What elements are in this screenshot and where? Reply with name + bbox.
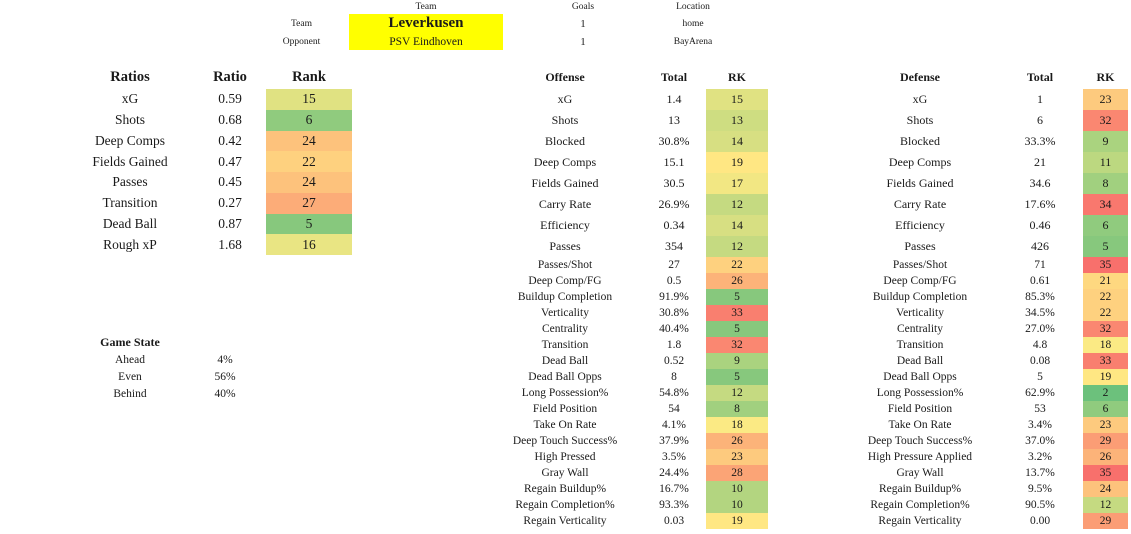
stat-value: 30.5 — [663, 176, 685, 190]
stat-label: Regain Buildup% — [523, 483, 607, 495]
stat-value: 0.52 — [663, 355, 685, 367]
rank-cell: 12 — [706, 194, 768, 215]
rank-cell: 17 — [706, 173, 768, 194]
stat-value: 62.9% — [1025, 387, 1055, 399]
match-header-columns — [254, 0, 744, 14]
game-state-header — [60, 334, 250, 351]
stat-row — [485, 417, 768, 433]
stat-label: Verticality — [896, 307, 944, 319]
stat-label: Long Possession% — [521, 387, 609, 399]
rank-cell: 10 — [706, 481, 768, 497]
team-column-header: Team — [415, 2, 437, 12]
ratios-table — [60, 66, 352, 255]
stat-label: Field Position — [532, 403, 598, 415]
stat-value: 0.42 — [218, 132, 242, 148]
stat-value: 71 — [1034, 259, 1046, 271]
stat-value: 34.6 — [1029, 176, 1051, 190]
goals-column-header: Goals — [571, 2, 595, 12]
match-venue-type: home — [682, 18, 704, 29]
stat-label: Deep Comp/FG — [883, 275, 957, 287]
stat-row — [840, 481, 1128, 497]
game-state-row — [60, 385, 250, 402]
stat-value: 30.8% — [658, 134, 690, 148]
game-state-label: Ahead — [114, 353, 145, 366]
stat-label: Deep Touch Success% — [867, 435, 973, 447]
stat-label: Regain Buildup% — [878, 483, 962, 495]
stat-label: Verticality — [541, 307, 589, 319]
stat-value: 33.3% — [1024, 134, 1056, 148]
rank-cell: 33 — [706, 305, 768, 321]
rank-cell: 24 — [1083, 481, 1128, 497]
game-state-value: 4% — [217, 353, 233, 366]
offense-title: Offense — [545, 70, 585, 84]
rank-cell: 6 — [1083, 215, 1128, 236]
stat-label: Shots — [114, 112, 145, 128]
team-row-label: Team — [291, 18, 312, 29]
stat-row — [840, 215, 1128, 236]
stat-label: Rough xP — [103, 236, 157, 252]
stat-label: Regain Completion% — [870, 499, 970, 511]
stat-row — [485, 194, 768, 215]
stat-label: Dead Ball Opps — [883, 371, 957, 383]
rank-cell: 24 — [266, 131, 352, 152]
stat-row — [840, 433, 1128, 449]
rank-cell: 6 — [266, 110, 352, 131]
stat-row — [485, 89, 768, 110]
stat-value: 0.47 — [218, 153, 242, 169]
stat-label: Deep Comps — [533, 155, 597, 169]
stat-value: 17.6% — [1024, 197, 1056, 211]
rank-cell: 26 — [706, 433, 768, 449]
stat-row — [485, 497, 768, 513]
rank-cell: 18 — [706, 417, 768, 433]
stat-label: Buildup Completion — [872, 291, 968, 303]
stat-row — [485, 465, 768, 481]
game-state-label: Behind — [113, 387, 147, 400]
stat-label: Transition — [102, 195, 158, 211]
rank-cell: 23 — [1083, 89, 1128, 110]
rank-cell: 24 — [266, 172, 352, 193]
stat-row — [485, 110, 768, 131]
stat-row — [485, 337, 768, 353]
rank-cell: 5 — [706, 321, 768, 337]
stat-value: 90.5% — [1025, 499, 1055, 511]
stat-label: Centrality — [897, 323, 943, 335]
ratios-rows — [60, 89, 352, 255]
stat-label: Deep Comp/FG — [528, 275, 602, 287]
rank-cell: 35 — [1083, 257, 1128, 273]
stat-value: 0.03 — [663, 515, 685, 527]
stat-value: 6 — [1037, 113, 1043, 127]
stat-row — [60, 193, 352, 214]
rank-cell: 11 — [1083, 152, 1128, 173]
rank-cell: 2 — [1083, 385, 1128, 401]
stat-row — [840, 289, 1128, 305]
ratio-column-header: Ratio — [213, 69, 247, 85]
rank-cell: 18 — [1083, 337, 1128, 353]
stat-row — [840, 353, 1128, 369]
stat-label: Dead Ball — [896, 355, 944, 367]
stat-label: Dead Ball — [541, 355, 589, 367]
stat-value: 8 — [671, 371, 677, 383]
stat-label: High Pressed — [534, 451, 596, 463]
stat-row — [840, 385, 1128, 401]
stat-label: Efficiency — [895, 218, 945, 232]
stat-row — [840, 257, 1128, 273]
rank-column-header: Rank — [292, 69, 326, 85]
stat-label: Shots — [906, 113, 934, 127]
rk-column-header: RK — [728, 70, 746, 84]
stat-value: 426 — [1031, 239, 1049, 253]
rank-cell: 19 — [1083, 369, 1128, 385]
stat-label: Deep Comps — [94, 132, 166, 148]
rank-cell: 33 — [1083, 353, 1128, 369]
game-state-value: 56% — [214, 370, 236, 383]
stat-value: 54.8% — [659, 387, 689, 399]
stat-row — [840, 401, 1128, 417]
rank-cell: 12 — [706, 385, 768, 401]
rank-cell: 14 — [706, 215, 768, 236]
stat-row — [485, 257, 768, 273]
stat-label: Blocked — [900, 134, 940, 148]
stat-value: 0.27 — [218, 195, 242, 211]
stat-value: 37.9% — [659, 435, 689, 447]
team-name: Leverkusen — [349, 14, 503, 33]
stat-row — [485, 305, 768, 321]
stat-row — [60, 214, 352, 235]
stat-row — [485, 152, 768, 173]
stat-value: 34.5% — [1025, 307, 1055, 319]
stat-row — [60, 151, 352, 172]
stat-row — [60, 234, 352, 255]
rank-cell: 26 — [1083, 449, 1128, 465]
game-state-value: 40% — [214, 387, 236, 400]
rank-cell: 13 — [706, 110, 768, 131]
stat-value: 5 — [1037, 371, 1043, 383]
stat-value: 3.2% — [1028, 451, 1052, 463]
stat-value: 0.59 — [218, 91, 242, 107]
stat-value: 1.8 — [666, 339, 682, 351]
rank-cell: 15 — [706, 89, 768, 110]
stat-value: 54 — [668, 403, 680, 415]
stat-row — [485, 481, 768, 497]
stat-value: 13 — [668, 113, 680, 127]
stat-row — [485, 401, 768, 417]
stat-label: Take On Rate — [888, 419, 952, 431]
stat-value: 0.08 — [1029, 355, 1051, 367]
rank-cell: 9 — [706, 353, 768, 369]
opponent-row-label: Opponent — [282, 36, 321, 47]
stat-label: Passes — [904, 239, 936, 253]
rank-cell: 29 — [1083, 513, 1128, 529]
stat-label: Regain Verticality — [523, 515, 607, 527]
defense-title: Defense — [900, 70, 940, 84]
stat-value: 30.8% — [659, 307, 689, 319]
stat-row — [840, 513, 1128, 529]
stat-value: 9.5% — [1028, 483, 1052, 495]
stat-label: High Pressure Applied — [867, 451, 973, 463]
stat-value: 0.34 — [663, 218, 685, 232]
total-column-header: Total — [1026, 70, 1054, 84]
rank-cell: 27 — [266, 193, 352, 214]
game-state-rows — [60, 351, 250, 402]
stat-label: Take On Rate — [533, 419, 597, 431]
rank-cell: 19 — [706, 152, 768, 173]
total-column-header: Total — [660, 70, 688, 84]
stat-label: Deep Comps — [888, 155, 952, 169]
stat-row — [840, 131, 1128, 152]
opponent-name: PSV Eindhoven — [349, 33, 503, 50]
stat-value: 27.0% — [1025, 323, 1055, 335]
match-venue-name: BayArena — [673, 36, 713, 47]
stat-label: Centrality — [542, 323, 588, 335]
stat-label: Gray Wall — [896, 467, 944, 479]
defense-rows — [840, 89, 1128, 529]
rank-cell: 22 — [1083, 289, 1128, 305]
rank-cell: 32 — [1083, 110, 1128, 131]
stat-label: Shots — [551, 113, 579, 127]
stat-row — [485, 353, 768, 369]
rank-cell: 14 — [706, 131, 768, 152]
stat-row — [485, 289, 768, 305]
stat-value: 24.4% — [659, 467, 689, 479]
defense-table-header — [840, 66, 1128, 89]
rank-cell: 6 — [1083, 401, 1128, 417]
stat-label: Fields Gained — [531, 176, 599, 190]
rank-cell: 21 — [1083, 273, 1128, 289]
rank-cell: 23 — [706, 449, 768, 465]
rank-cell: 23 — [1083, 417, 1128, 433]
stat-value: 0.87 — [218, 215, 242, 231]
rank-cell: 16 — [266, 234, 352, 255]
stat-value: 21 — [1034, 155, 1046, 169]
rank-cell: 10 — [706, 497, 768, 513]
game-state-panel — [60, 334, 250, 402]
stat-row — [840, 152, 1128, 173]
stat-row — [840, 89, 1128, 110]
rank-cell: 19 — [706, 513, 768, 529]
rank-cell: 8 — [1083, 173, 1128, 194]
game-state-row — [60, 351, 250, 368]
ratios-title: Ratios — [110, 69, 150, 85]
offense-table — [485, 66, 768, 529]
stat-row — [840, 465, 1128, 481]
rank-cell: 22 — [1083, 305, 1128, 321]
rank-cell: 29 — [1083, 433, 1128, 449]
stat-row — [60, 110, 352, 131]
stat-value: 15.1 — [663, 155, 685, 169]
stat-value: 1.4 — [666, 92, 682, 106]
rank-cell: 32 — [706, 337, 768, 353]
stat-label: Fields Gained — [886, 176, 954, 190]
stat-row — [485, 449, 768, 465]
offense-table-header — [485, 66, 768, 89]
stat-value: 0.68 — [218, 112, 242, 128]
stat-value: 1.68 — [218, 236, 242, 252]
stat-row — [840, 417, 1128, 433]
stat-row — [485, 131, 768, 152]
stat-row — [840, 497, 1128, 513]
stat-row — [840, 449, 1128, 465]
stat-label: Field Position — [887, 403, 953, 415]
defense-table — [840, 66, 1128, 529]
stat-value: 0.5 — [666, 275, 682, 287]
stat-value: 91.9% — [659, 291, 689, 303]
stat-label: Efficiency — [540, 218, 590, 232]
stat-value: 37.0% — [1025, 435, 1055, 447]
game-state-title: Game State — [100, 335, 160, 349]
stat-row — [840, 321, 1128, 337]
stat-label: Passes — [549, 239, 581, 253]
stat-value: 40.4% — [659, 323, 689, 335]
offense-rows — [485, 89, 768, 529]
stat-value: 27 — [668, 259, 680, 271]
rank-cell: 5 — [266, 214, 352, 235]
stat-row — [485, 385, 768, 401]
stat-value: 3.4% — [1028, 419, 1052, 431]
team-goals: 1 — [580, 17, 586, 30]
stat-value: 26.9% — [658, 197, 690, 211]
stat-row — [60, 131, 352, 152]
rank-cell: 22 — [266, 151, 352, 172]
rank-cell: 28 — [706, 465, 768, 481]
rank-cell: 34 — [1083, 194, 1128, 215]
stat-label: Blocked — [545, 134, 585, 148]
game-state-row — [60, 368, 250, 385]
stat-value: 4.8 — [1032, 339, 1048, 351]
stat-label: Gray Wall — [541, 467, 589, 479]
match-header — [254, 0, 744, 50]
rank-cell: 22 — [706, 257, 768, 273]
rank-cell: 5 — [706, 289, 768, 305]
rank-cell: 32 — [1083, 321, 1128, 337]
rank-cell: 26 — [706, 273, 768, 289]
stat-row — [840, 337, 1128, 353]
game-state-label: Even — [118, 370, 142, 383]
stat-value: 3.5% — [662, 451, 686, 463]
rk-column-header: RK — [1096, 70, 1115, 84]
stat-label: xG — [912, 92, 928, 106]
stat-label: Transition — [896, 339, 944, 351]
stat-label: Deep Touch Success% — [512, 435, 618, 447]
rank-cell: 15 — [266, 89, 352, 110]
stat-row — [60, 172, 352, 193]
stat-value: 53 — [1034, 403, 1046, 415]
stat-value: 13.7% — [1025, 467, 1055, 479]
stat-label: Carry Rate — [893, 197, 947, 211]
stat-label: Passes/Shot — [537, 259, 593, 271]
stat-row — [840, 110, 1128, 131]
stat-row — [485, 513, 768, 529]
stat-label: Dead Ball — [102, 215, 158, 231]
stat-row — [485, 173, 768, 194]
stat-label: Buildup Completion — [517, 291, 613, 303]
stat-row — [840, 369, 1128, 385]
ratios-table-header — [60, 66, 352, 89]
rank-cell: 8 — [706, 401, 768, 417]
stat-row — [60, 89, 352, 110]
stat-label: Passes/Shot — [892, 259, 948, 271]
rank-cell: 5 — [706, 369, 768, 385]
stat-label: Fields Gained — [92, 153, 168, 169]
stat-label: Regain Verticality — [878, 515, 962, 527]
stat-value: 0.00 — [1029, 515, 1051, 527]
stat-value: 0.45 — [218, 174, 242, 190]
stat-value: 0.46 — [1029, 218, 1051, 232]
stat-value: 0.61 — [1029, 275, 1051, 287]
opponent-goals: 1 — [580, 35, 586, 48]
stat-row — [840, 194, 1128, 215]
stat-label: Passes — [112, 174, 148, 190]
stat-row — [840, 305, 1128, 321]
stat-value: 85.3% — [1025, 291, 1055, 303]
stat-label: Long Possession% — [876, 387, 964, 399]
stat-label: Carry Rate — [538, 197, 592, 211]
stat-row — [485, 215, 768, 236]
stat-row — [840, 236, 1128, 257]
stat-value: 4.1% — [662, 419, 686, 431]
location-column-header: Location — [676, 2, 710, 12]
stat-value: 16.7% — [659, 483, 689, 495]
stat-row — [485, 236, 768, 257]
stat-label: Regain Completion% — [515, 499, 615, 511]
rank-cell: 12 — [706, 236, 768, 257]
rank-cell: 9 — [1083, 131, 1128, 152]
stat-row — [485, 273, 768, 289]
stat-label: xG — [121, 91, 139, 107]
stat-row — [485, 433, 768, 449]
team-row — [254, 14, 744, 33]
opponent-row — [254, 33, 744, 50]
stat-row — [840, 273, 1128, 289]
stat-value: 1 — [1037, 92, 1043, 106]
rank-cell: 35 — [1083, 465, 1128, 481]
stat-label: Dead Ball Opps — [528, 371, 602, 383]
rank-cell: 12 — [1083, 497, 1128, 513]
stat-label: Transition — [541, 339, 589, 351]
stat-value: 93.3% — [659, 499, 689, 511]
stat-value: 354 — [665, 239, 683, 253]
stat-label: xG — [557, 92, 573, 106]
rank-cell: 5 — [1083, 236, 1128, 257]
stat-row — [485, 321, 768, 337]
stat-row — [485, 369, 768, 385]
stat-row — [840, 173, 1128, 194]
